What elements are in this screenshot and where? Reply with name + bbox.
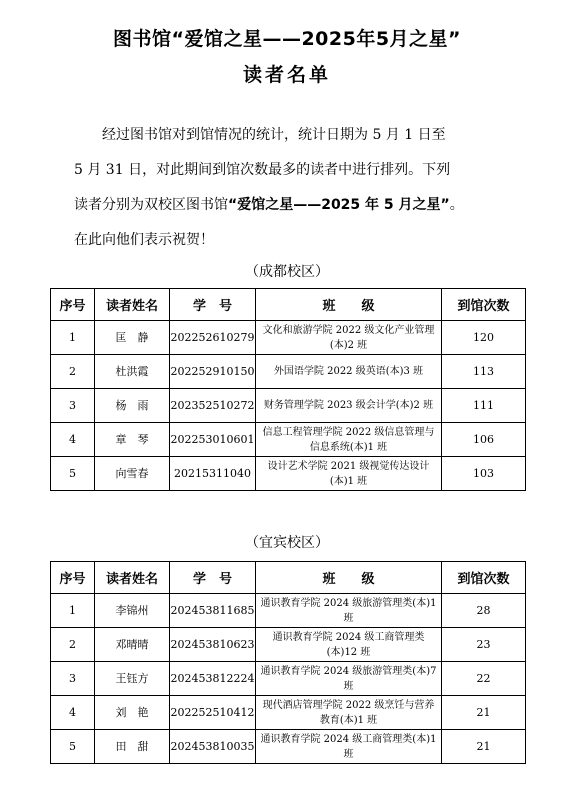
cell-name: 向雪春 <box>95 457 170 491</box>
header-name: 读者姓名 <box>95 289 170 321</box>
cell-id: 202252610279 <box>170 321 256 355</box>
header-class: 班 级 <box>256 289 442 321</box>
chengdu-table <box>50 288 526 491</box>
header-name: 读者姓名 <box>95 562 170 594</box>
chengdu-caption: （成都校区） <box>245 264 329 280</box>
cell-name: 章 琴 <box>95 423 170 457</box>
table-row <box>51 423 526 457</box>
cell-name: 杨 雨 <box>95 389 170 423</box>
table-row <box>51 355 526 389</box>
intro-line-3-prefix: 读者分别为双校区图书馆 <box>74 197 228 213</box>
cell-class: 通识教育学院 2024 级旅游管理类(本)1 班 <box>256 594 442 628</box>
cell-count: 103 <box>442 457 526 491</box>
cell-class: 通识教育学院 2024 级工商管理类(本)12 班 <box>256 628 442 662</box>
award-name: “爱馆之星——2025 年 5 月之星” <box>228 197 450 213</box>
cell-class: 外国语学院 2022 级英语(本)3 班 <box>256 355 442 389</box>
header-no: 序号 <box>51 289 95 321</box>
cell-name: 王钰方 <box>95 662 170 696</box>
cell-class: 财务管理学院 2023 级会计学(本)2 班 <box>256 389 442 423</box>
header-no: 序号 <box>51 562 95 594</box>
table-row <box>51 594 526 628</box>
cell-name: 田 甜 <box>95 730 170 764</box>
table-row <box>51 696 526 730</box>
cell-id: 202253010601 <box>170 423 256 457</box>
intro-line-2: 5 月 31 日，对此期间到馆次数最多的读者中进行排列。下列 <box>74 162 451 178</box>
cell-id: 202453811685 <box>170 594 256 628</box>
cell-no: 3 <box>51 389 95 423</box>
cell-count: 23 <box>442 628 526 662</box>
cell-no: 3 <box>51 662 95 696</box>
cell-count: 113 <box>442 355 526 389</box>
table-row <box>51 628 526 662</box>
intro-line-3 <box>74 188 524 223</box>
header-count: 到馆次数 <box>442 289 526 321</box>
intro-line-4: 在此向他们表示祝贺！ <box>74 232 214 248</box>
cell-no: 5 <box>51 457 95 491</box>
cell-count: 21 <box>442 696 526 730</box>
cell-no: 4 <box>51 423 95 457</box>
cell-count: 111 <box>442 389 526 423</box>
cell-no: 2 <box>51 628 95 662</box>
cell-id: 202252910150 <box>170 355 256 389</box>
cell-class: 设计艺术学院 2021 级视觉传达设计(本)1 班 <box>256 457 442 491</box>
table-row <box>51 730 526 764</box>
cell-no: 2 <box>51 355 95 389</box>
intro-line-3-suffix: 。 <box>449 197 464 213</box>
cell-name: 匡 静 <box>95 321 170 355</box>
cell-no: 1 <box>51 321 95 355</box>
table-header-row <box>51 289 526 321</box>
page-subtitle: 读者名单 <box>242 64 331 86</box>
cell-count: 106 <box>442 423 526 457</box>
header-id: 学 号 <box>170 289 256 321</box>
cell-class: 文化和旅游学院 2022 级文化产业管理(本)2 班 <box>256 321 442 355</box>
intro-paragraph <box>74 118 524 258</box>
header-id: 学 号 <box>170 562 256 594</box>
table-header-row <box>51 562 526 594</box>
yibin-table <box>50 561 526 764</box>
header-count: 到馆次数 <box>442 562 526 594</box>
cell-count: 22 <box>442 662 526 696</box>
cell-class: 信息工程管理学院 2022 级信息管理与信息系统(本)1 班 <box>256 423 442 457</box>
cell-id: 202453810035 <box>170 730 256 764</box>
page-title: 图书馆“爱馆之星——2025年5月之星” <box>112 28 462 50</box>
cell-name: 李锦州 <box>95 594 170 628</box>
intro-line-1: 经过图书馆对到馆情况的统计，统计日期为 5 月 1 日至 <box>102 127 446 143</box>
cell-id: 20215311040 <box>170 457 256 491</box>
cell-class: 现代酒店管理学院 2022 级烹饪与营养教育(本)1 班 <box>256 696 442 730</box>
cell-id: 202453810623 <box>170 628 256 662</box>
cell-count: 28 <box>442 594 526 628</box>
table-row <box>51 321 526 355</box>
cell-count: 120 <box>442 321 526 355</box>
cell-name: 刘 艳 <box>95 696 170 730</box>
cell-name: 邓晴晴 <box>95 628 170 662</box>
cell-no: 1 <box>51 594 95 628</box>
cell-class: 通识教育学院 2024 级旅游管理类(本)7 班 <box>256 662 442 696</box>
cell-id: 202252510412 <box>170 696 256 730</box>
table-row <box>51 389 526 423</box>
cell-no: 4 <box>51 696 95 730</box>
table-row <box>51 662 526 696</box>
header-class: 班 级 <box>256 562 442 594</box>
table-row <box>51 457 526 491</box>
cell-id: 202352510272 <box>170 389 256 423</box>
cell-id: 202453812224 <box>170 662 256 696</box>
cell-name: 杜洪霞 <box>95 355 170 389</box>
cell-class: 通识教育学院 2024 级工商管理类(本)1 班 <box>256 730 442 764</box>
cell-count: 21 <box>442 730 526 764</box>
yibin-caption: （宜宾校区） <box>245 535 329 551</box>
cell-no: 5 <box>51 730 95 764</box>
